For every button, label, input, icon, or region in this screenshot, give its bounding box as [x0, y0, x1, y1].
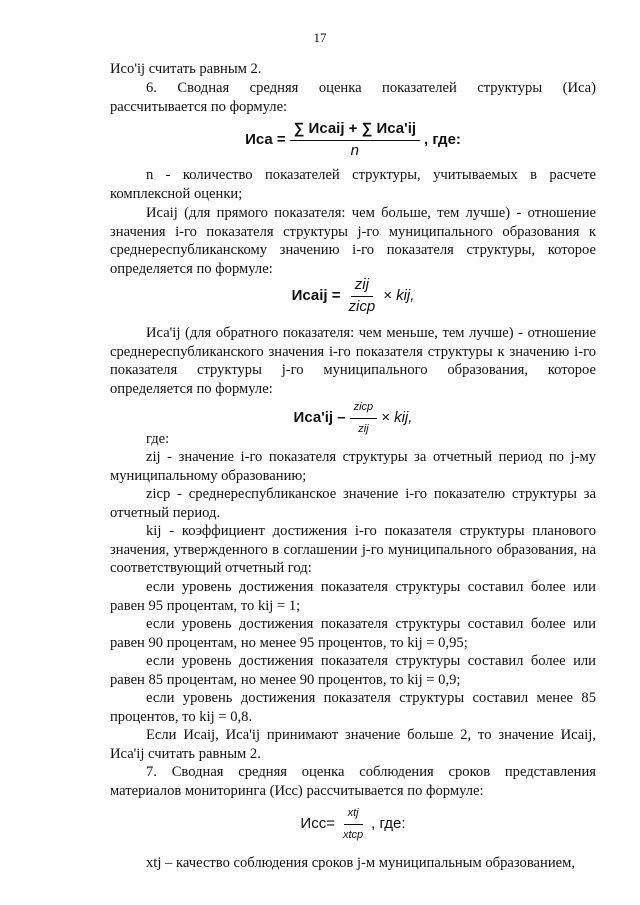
paragraph-7: 7. Сводная средняя оценка соблюдения сроков представления материалов мониторинга (Исс) рассчитывается по формуле:	[110, 764, 596, 799]
line-iso: Исо'ij считать равным 2.	[110, 61, 262, 77]
formula-isa-inverse-fraction	[350, 398, 378, 438]
formula-isa-inverse-numerator: zicp	[350, 398, 378, 419]
paragraph-isa-direct: Исаij (для прямого показателя: чем больше, тем лучше) - отношение значения i-го показателя структуры j-го муниципального образования к среднереспубликанскому значению i-го показателя структуры, которое определяется по формуле:	[110, 205, 596, 277]
paragraph-zij: zij - значение i-го показателя структуры за отчетный период по j-му муниципальному образованию;	[110, 449, 596, 484]
formula-isa-left: Иса =	[245, 130, 286, 148]
formula-isa-direct	[110, 276, 596, 316]
paragraph-kij: kij - коэффициент достижения i-го показателя структуры планового значения, утвержденного в соглашении j-го муниципального образования, на соответствующий отчетный год:	[110, 523, 596, 577]
formula-isa-direct-left: Исаij =	[291, 286, 341, 304]
label-gde: где:	[146, 431, 170, 447]
formula-isa-direct-tail: × kij,	[383, 286, 415, 304]
formula-isa-inverse-tail: × kij,	[381, 408, 413, 426]
formula-isa-fraction	[290, 120, 420, 160]
formula-iss	[110, 804, 596, 844]
formula-iss-numerator: xtj	[344, 804, 363, 825]
formula-isa	[110, 120, 596, 160]
formula-isa-denominator: n	[350, 141, 360, 159]
formula-iss-left: Исс=	[300, 814, 335, 832]
condition-95: если уровень достижения показателя структуры составил более или равен 95 процентам, то kij = 1;	[110, 579, 596, 614]
formula-iss-tail: , где:	[371, 814, 406, 832]
paragraph-limit: Если Исаij, Иса'ij принимают значение больше 2, то значение Исаij, Иса'ij считать равным 2.	[110, 727, 596, 762]
formula-iss-fraction	[339, 804, 367, 844]
formula-isa-direct-denominator: zicp	[348, 297, 376, 315]
formula-isa-tail: , где:	[424, 130, 461, 148]
condition-90: если уровень достижения показателя структуры составил более или равен 90 процентам, но менее 95 процентов, то kij = 0,95;	[110, 616, 596, 651]
formula-iss-denominator: xtcp	[342, 828, 364, 841]
formula-isa-inverse	[110, 398, 596, 438]
condition-85: если уровень достижения показателя структуры составил более или равен 85 процентам, но менее 90 процентов, то kij = 0,9;	[110, 653, 596, 688]
paragraph-xtj: xtj – качество соблюдения сроков j-м муниципальным образованием,	[146, 855, 576, 871]
formula-isa-inverse-left: Иса'ij –	[293, 408, 346, 426]
formula-isa-direct-numerator: zij	[351, 276, 373, 297]
condition-less-85: если уровень достижения показателя структуры составил менее 85 процентов, то kij = 0,8.	[110, 690, 596, 725]
paragraph-6-line2: рассчитывается по формуле:	[110, 99, 288, 115]
paragraph-n: n - количество показателей структуры, учитываемых в расчете комплексной оценки;	[110, 167, 596, 202]
formula-isa-direct-fraction	[344, 276, 379, 316]
page-number: 17	[313, 30, 327, 45]
paragraph-6-line1: 6. Сводная средняя оценка показателей структуры (Иса)	[146, 80, 596, 96]
paragraph-zicp: zicp - среднереспубликанское значение i-го показателю структуры за отчетный период.	[110, 486, 596, 521]
formula-isa-inverse-denominator: zij	[358, 422, 369, 435]
paragraph-isa-inverse: Иса'ij (для обратного показателя: чем меньше, тем лучше) - отношение среднереспубликанского значения i-го показателя структуры к значению i-го показателя структуры j-го муниципального образования, которое определяется по формуле:	[110, 325, 596, 397]
formula-isa-numerator: ∑ Исаij + ∑ Иса'ij	[290, 120, 420, 141]
